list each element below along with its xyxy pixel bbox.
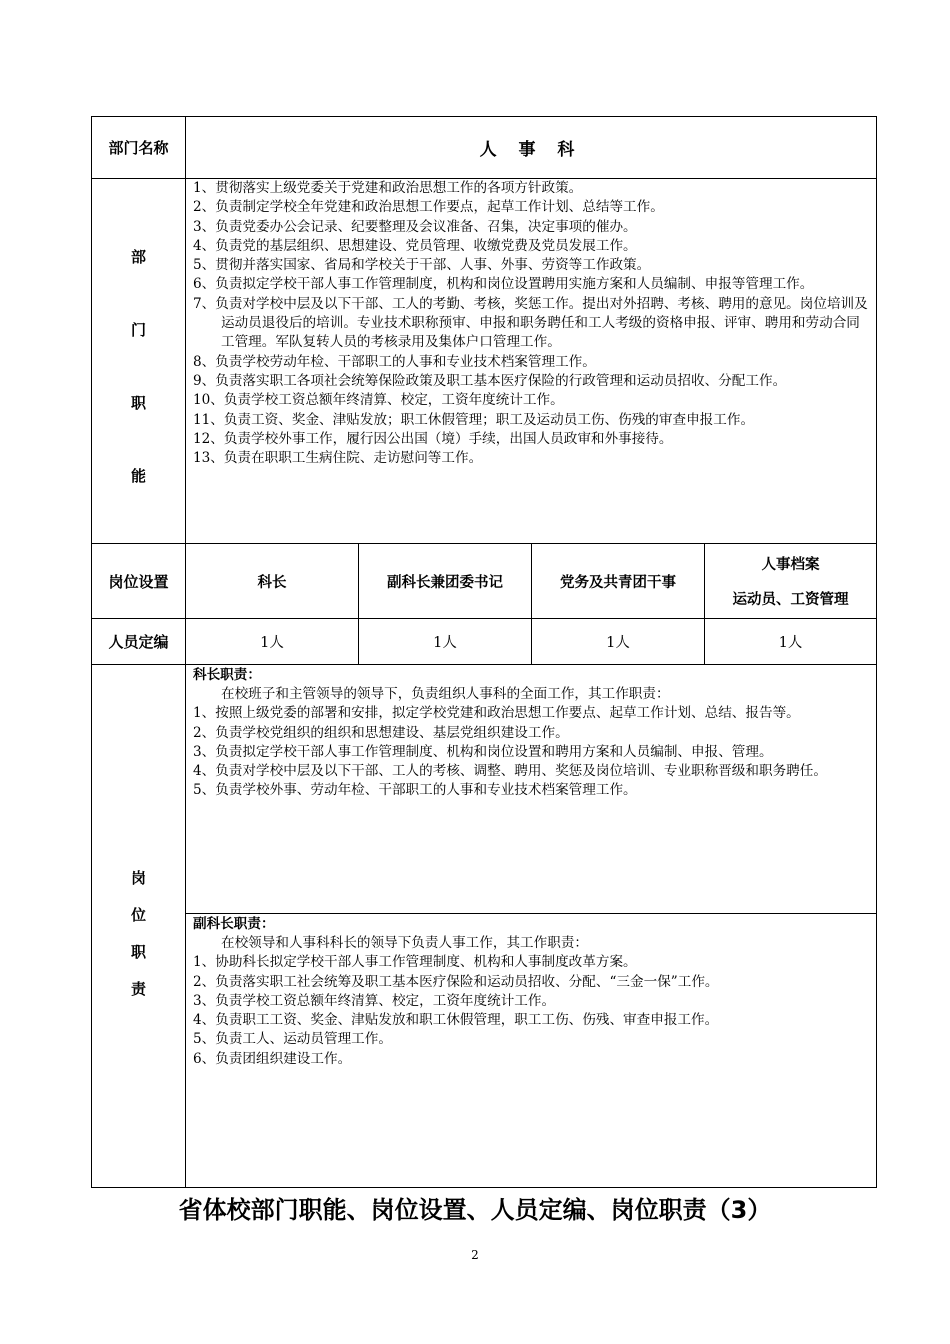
functions-label-char: 能	[130, 467, 146, 485]
quota-cell: 1人	[778, 635, 803, 651]
deputy-duty-item: 2、负责落实职工社会统筹及职工基本医疗保险和运动员招收、分配、“三金一保”工作。	[193, 973, 719, 990]
quota-cell: 1人	[433, 635, 457, 651]
position-archives-line2: 运动员、工资管理	[732, 592, 849, 608]
document-caption: 省体校部门职能、岗位设置、人员定编、岗位职责（3）	[178, 1196, 772, 1224]
function-item: 10、负责学校工资总额年终清算、校定，工资年度统计工作。	[193, 392, 564, 409]
row-divider	[92, 664, 876, 665]
function-item: 11、负责工资、奖金、津贴发放；职工休假管理；职工及运动员工伤、伤残的审查申报工作。	[193, 411, 755, 428]
deputy-duty-item: 3、负责学校工资总额年终清算、校定，工资年度统计工作。	[193, 992, 556, 1009]
quota-label: 人员定编	[108, 633, 169, 651]
chief-duty-item: 5、负责学校外事、劳动年检、干部职工的人事和专业技术档案管理工作。	[193, 782, 637, 799]
position-archives-line1: 人事档案	[761, 557, 820, 573]
dept-name-label: 部门名称	[108, 139, 169, 157]
chief-duties-intro: 在校班子和主管领导的领导下，负责组织人事科的全面工作，其工作职责：	[221, 686, 670, 702]
function-item: 12、负责学校外事工作，履行因公出国（境）手续，出国人员政审和外事接待。	[193, 430, 673, 447]
quota-cell: 1人	[260, 635, 284, 651]
duties-label-char: 职	[130, 943, 146, 961]
function-item: 4、负责党的基层组织、思想建设、党员管理、收缴党费及党员发展工作。	[193, 237, 637, 254]
quota-cell: 1人	[606, 635, 630, 651]
page-number: 2	[471, 1248, 479, 1262]
position-deputy: 副科长兼团委书记	[387, 574, 503, 591]
deputy-duties	[193, 915, 871, 1069]
deputy-duty-item: 6、负责团组织建设工作。	[193, 1050, 352, 1067]
functions-label-char: 部	[130, 248, 146, 266]
positions-label: 岗位设置	[108, 572, 169, 591]
function-item: 8、负责学校劳动年检、干部职工的人事和专业技术档案管理工作。	[193, 353, 596, 370]
function-item: 1、贯彻落实上级党委关于党建和政治思想工作的各项方针政策。	[193, 180, 583, 196]
duties-label-char: 责	[130, 980, 146, 998]
function-item: 7、负责对学校中层及以下干部、工人的考勤、考核，奖惩工作。提出对外招聘、考核、聘用的意见。岗位培训及运动员退役后的培训。专业技术职称预审、申报和职务聘任和工人考级的资格申报、评审、聘用和劳动合同工管理。军队复转人员的考核录用及集体户口管理工作。	[193, 295, 868, 351]
functions-list	[193, 179, 871, 468]
position-chief: 科长	[257, 574, 287, 591]
deputy-duties-title: 副科长职责：	[193, 916, 275, 932]
duties-label-char: 岗	[130, 869, 146, 887]
chief-duty-item: 1、按照上级党委的部署和安排，拟定学校党建和政治思想工作要点、起草工作计划、总结、报告等。	[193, 705, 800, 722]
department-table	[91, 116, 877, 1188]
function-item: 3、负责党委办公会记录、纪要整理及会议准备、召集，决定事项的催办。	[193, 218, 637, 235]
deputy-duties-intro: 在校领导和人事科科长的领导下负责人事工作，其工作职责：	[221, 935, 589, 951]
duties-label	[92, 665, 185, 1187]
functions-label	[92, 179, 185, 543]
functions-label-char: 门	[130, 321, 146, 339]
position-archives	[705, 544, 876, 618]
deputy-duty-item: 4、负责职工工资、奖金、津贴发放和职工休假管理，职工工伤、伤残、审查申报工作。	[193, 1012, 719, 1029]
duties-label-char: 位	[130, 906, 146, 924]
function-item: 2、负责制定学校全年党建和政治思想工作要点，起草工作计划、总结等工作。	[193, 199, 664, 216]
chief-duty-item: 2、负责学校党组织的组织和思想建设、基层党组织建设工作。	[193, 724, 569, 741]
duties-divider	[185, 913, 876, 914]
function-item: 13、负责在职职工生病住院、走访慰问等工作。	[193, 450, 483, 467]
deputy-duty-item: 5、负责工人、运动员管理工作。	[193, 1031, 392, 1048]
functions-label-char: 职	[130, 394, 146, 412]
chief-duty-item: 3、负责拟定学校干部人事工作管理制度、机构和岗位设置和聘用方案和人员编制、申报、管理。	[193, 743, 773, 760]
chief-duty-item: 4、负责对学校中层及以下干部、工人的考核、调整、聘用、奖惩及岗位培训、专业职称晋级和职务聘任。	[193, 763, 827, 780]
chief-duties-title: 科长职责：	[193, 667, 261, 683]
function-item: 9、负责落实职工各项社会统筹保险政策及职工基本医疗保险的行政管理和运动员招收、分配工作。	[193, 372, 787, 389]
deputy-duty-item: 1、协助科长拟定学校干部人事工作管理制度、机构和人事制度改革方案。	[193, 954, 637, 971]
dept-name-value: 人 事 科	[479, 140, 583, 160]
chief-duties	[193, 666, 871, 801]
function-item: 6、负责拟定学校干部人事工作管理制度，机构和岗位设置聘用实施方案和人员编制、申报等管理工作。	[193, 276, 814, 293]
function-item: 5、贯彻并落实国家、省局和学校关于干部、人事、外事、劳资等工作政策。	[193, 257, 651, 274]
position-clerk: 党务及共青团干事	[560, 574, 676, 591]
